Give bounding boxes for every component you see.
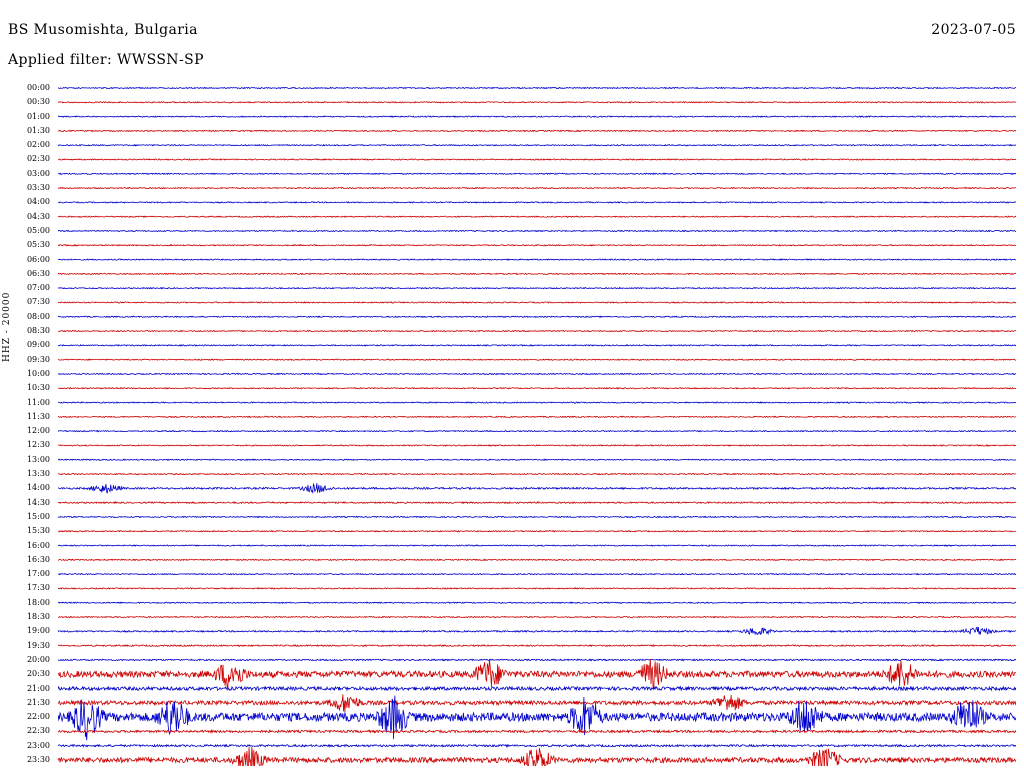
time-label: 10:30: [26, 383, 50, 393]
trace-line: [58, 745, 1016, 747]
trace-line: [58, 627, 1016, 635]
time-label: 08:00: [26, 311, 50, 321]
time-label: 05:00: [26, 225, 50, 235]
time-label: 01:00: [26, 111, 50, 121]
trace-line: [58, 373, 1016, 374]
time-label: 13:30: [26, 469, 50, 479]
time-label: 15:00: [26, 511, 50, 521]
trace-line: [58, 531, 1016, 532]
time-label: 05:30: [26, 240, 50, 250]
seismogram-traces: [58, 84, 1016, 766]
time-label: 02:00: [26, 140, 50, 150]
time-label: 04:30: [26, 211, 50, 221]
time-label: 03:30: [26, 183, 50, 193]
trace-line: [58, 402, 1016, 403]
trace-line: [58, 259, 1016, 260]
time-label: 19:00: [26, 626, 50, 636]
trace-line: [58, 694, 1016, 712]
time-label: 17:30: [26, 583, 50, 593]
trace-line: [58, 302, 1016, 303]
trace-line: [58, 502, 1016, 503]
trace-line: [58, 473, 1016, 474]
trace-line: [58, 588, 1016, 589]
time-label: 16:00: [26, 540, 50, 550]
time-label: 11:30: [26, 411, 50, 421]
time-label: 00:30: [26, 97, 50, 107]
time-label: 06:30: [26, 268, 50, 278]
time-label: 19:30: [26, 640, 50, 650]
time-label: 02:30: [26, 154, 50, 164]
trace-line: [58, 345, 1016, 346]
trace-line: [58, 545, 1016, 546]
time-label: 13:00: [26, 454, 50, 464]
time-label: 04:00: [26, 197, 50, 207]
trace-line: [58, 559, 1016, 560]
trace-line: [58, 516, 1016, 517]
time-label: 20:00: [26, 654, 50, 664]
trace-line: [58, 87, 1016, 88]
time-label: 08:30: [26, 326, 50, 336]
trace-line: [58, 330, 1016, 331]
time-label: 22:30: [26, 726, 50, 736]
trace-line: [58, 659, 1016, 689]
trace-line: [58, 116, 1016, 117]
trace-line: [58, 602, 1016, 603]
time-label: 22:00: [26, 712, 50, 722]
time-label: 21:00: [26, 683, 50, 693]
time-label: 18:00: [26, 597, 50, 607]
trace-line: [58, 388, 1016, 389]
trace-line: [58, 687, 1016, 690]
time-label: 09:00: [26, 340, 50, 350]
time-label: 23:00: [26, 740, 50, 750]
trace-line: [58, 159, 1016, 160]
trace-line: [58, 102, 1016, 103]
trace-line: [58, 230, 1016, 231]
trace-line: [58, 202, 1016, 203]
time-label: 18:30: [26, 612, 50, 622]
trace-line: [58, 130, 1016, 131]
trace-line: [58, 359, 1016, 360]
trace-line: [58, 574, 1016, 575]
time-label: 14:30: [26, 497, 50, 507]
trace-line: [58, 431, 1016, 432]
time-label: 23:30: [26, 755, 50, 764]
time-label: 12:00: [26, 426, 50, 436]
trace-line: [58, 747, 1016, 766]
y-axis-label: HHZ - 20000: [2, 291, 12, 362]
station-title: BS Musomishta, Bulgaria: [8, 22, 198, 38]
trace-line: [58, 730, 1016, 732]
trace-line: [58, 445, 1016, 446]
trace-line: [58, 173, 1016, 174]
time-label: 12:30: [26, 440, 50, 450]
time-label: 11:00: [26, 397, 50, 407]
trace-line: [58, 645, 1016, 646]
trace-line: [58, 188, 1016, 189]
trace-line: [58, 416, 1016, 417]
applied-filter-label: Applied filter: WWSSN-SP: [8, 52, 204, 68]
trace-line: [58, 316, 1016, 317]
trace-line: [58, 616, 1016, 617]
time-label: 07:30: [26, 297, 50, 307]
trace-line: [58, 216, 1016, 217]
time-label: 14:00: [26, 483, 50, 493]
time-label: 06:00: [26, 254, 50, 264]
time-label: 15:30: [26, 526, 50, 536]
trace-line: [58, 145, 1016, 146]
time-label: 07:00: [26, 283, 50, 293]
trace-line: [58, 659, 1016, 660]
trace-line: [58, 459, 1016, 460]
time-label: 17:00: [26, 569, 50, 579]
time-label: 01:30: [26, 125, 50, 135]
trace-line: [58, 273, 1016, 274]
time-label: 00:00: [26, 83, 50, 92]
time-label: 09:30: [26, 354, 50, 364]
time-label: 16:30: [26, 554, 50, 564]
trace-line: [58, 288, 1016, 289]
time-label: 20:30: [26, 669, 50, 679]
trace-line: [58, 483, 1016, 493]
time-label: 21:30: [26, 697, 50, 707]
time-label: 10:00: [26, 368, 50, 378]
trace-line: [58, 245, 1016, 246]
trace-plot-area: [58, 84, 1016, 766]
date-label: 2023-07-05: [931, 22, 1016, 38]
time-label: 03:00: [26, 168, 50, 178]
